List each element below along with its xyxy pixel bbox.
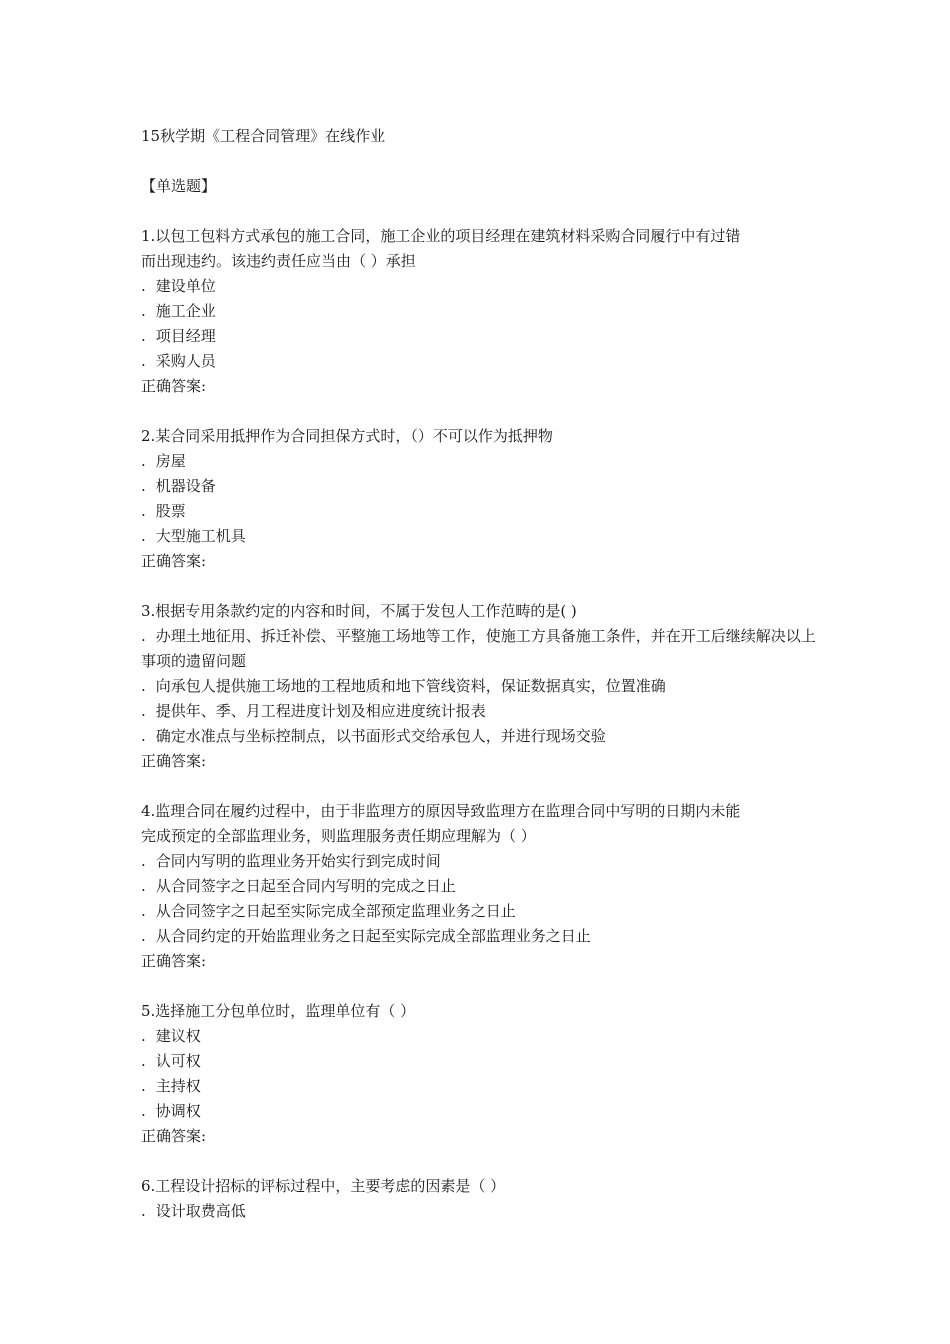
answer-option bbox=[141, 474, 821, 499]
option-text: 股票 bbox=[155, 502, 186, 520]
answer-option bbox=[141, 449, 821, 474]
document-page bbox=[141, 124, 821, 1249]
option-text: 大型施工机具 bbox=[155, 527, 246, 545]
option-text: 从合同签字之日起至实际完成全部预定监理业务之日止 bbox=[155, 902, 516, 920]
answer-option bbox=[141, 274, 821, 299]
option-prefix: . bbox=[141, 1052, 146, 1070]
option-text: 办理土地征用、拆迁补偿、平整施工场地等工作，使施工方具备施工条件，并在开工后继续解决以上事项的遗留问题 bbox=[141, 627, 816, 670]
answer-label: 正确答案: bbox=[141, 1127, 207, 1145]
option-text: 主持权 bbox=[155, 1077, 201, 1095]
question-stem: 1.以包工包料方式承包的施工合同，施工企业的项目经理在建筑材料采购合同履行中有过错 bbox=[141, 227, 741, 245]
option-prefix: . bbox=[141, 352, 146, 370]
option-prefix: . bbox=[141, 477, 146, 495]
answer-option bbox=[141, 874, 821, 899]
answer-option bbox=[141, 724, 821, 749]
question-2 bbox=[141, 424, 821, 574]
option-prefix: . bbox=[141, 877, 146, 895]
question-3 bbox=[141, 599, 821, 774]
answer-label: 正确答案: bbox=[141, 952, 207, 970]
answer-option bbox=[141, 849, 821, 874]
question-stem: 4.监理合同在履约过程中，由于非监理方的原因导致监理方在监理合同中写明的日期内未能 bbox=[141, 802, 741, 820]
option-prefix: . bbox=[141, 1077, 146, 1095]
answer-option bbox=[141, 699, 821, 724]
answer-option bbox=[141, 1099, 821, 1124]
question-list bbox=[141, 224, 821, 1224]
question-stem: 完成预定的全部监理业务，则监理服务责任期应理解为（ ） bbox=[141, 827, 536, 845]
option-text: 施工企业 bbox=[155, 302, 216, 320]
option-prefix: . bbox=[141, 677, 146, 695]
answer-option bbox=[141, 924, 821, 949]
option-prefix: . bbox=[141, 277, 146, 295]
option-text: 提供年、季、月工程进度计划及相应进度统计报表 bbox=[155, 702, 486, 720]
option-prefix: . bbox=[141, 302, 146, 320]
answer-option bbox=[141, 349, 821, 374]
option-text: 认可权 bbox=[155, 1052, 201, 1070]
option-text: 向承包人提供施工场地的工程地质和地下管线资料，保证数据真实，位置准确 bbox=[155, 677, 666, 695]
option-prefix: . bbox=[141, 702, 146, 720]
answer-option bbox=[141, 674, 821, 699]
option-prefix: . bbox=[141, 1202, 146, 1220]
option-text: 建议权 bbox=[155, 1027, 201, 1045]
document-title: 15秋学期《工程合同管理》在线作业 bbox=[141, 127, 386, 145]
answer-label: 正确答案: bbox=[141, 752, 207, 770]
option-prefix: . bbox=[141, 452, 146, 470]
answer-label: 正确答案: bbox=[141, 552, 207, 570]
option-text: 项目经理 bbox=[155, 327, 216, 345]
option-prefix: . bbox=[141, 527, 146, 545]
answer-option bbox=[141, 499, 821, 524]
question-stem: 6.工程设计招标的评标过程中，主要考虑的因素是（ ） bbox=[141, 1177, 506, 1195]
option-text: 设计取费高低 bbox=[155, 1202, 246, 1220]
question-stem: 而出现违约。该违约责任应当由（ ）承担 bbox=[141, 252, 416, 270]
answer-option bbox=[141, 899, 821, 924]
answer-option bbox=[141, 1199, 821, 1224]
option-text: 机器设备 bbox=[155, 477, 216, 495]
answer-label: 正确答案: bbox=[141, 377, 207, 395]
option-prefix: . bbox=[141, 1027, 146, 1045]
answer-option bbox=[141, 324, 821, 349]
answer-option bbox=[141, 624, 821, 674]
answer-option bbox=[141, 1049, 821, 1074]
option-text: 合同内写明的监理业务开始实行到完成时间 bbox=[155, 852, 441, 870]
question-4 bbox=[141, 799, 821, 974]
option-text: 建设单位 bbox=[155, 277, 216, 295]
answer-option bbox=[141, 1074, 821, 1099]
option-prefix: . bbox=[141, 852, 146, 870]
option-text: 房屋 bbox=[155, 452, 186, 470]
answer-option bbox=[141, 524, 821, 549]
option-text: 协调权 bbox=[155, 1102, 201, 1120]
answer-option bbox=[141, 1024, 821, 1049]
option-prefix: . bbox=[141, 902, 146, 920]
option-prefix: . bbox=[141, 927, 146, 945]
question-stem: 2.某合同采用抵押作为合同担保方式时，（）不可以作为抵押物 bbox=[141, 427, 553, 445]
question-1 bbox=[141, 224, 821, 399]
option-text: 从合同约定的开始监理业务之日起至实际完成全部监理业务之日止 bbox=[155, 927, 591, 945]
option-prefix: . bbox=[141, 727, 146, 745]
section-heading: 【单选题】 bbox=[141, 177, 217, 195]
question-6 bbox=[141, 1174, 821, 1224]
option-prefix: . bbox=[141, 327, 146, 345]
option-prefix: . bbox=[141, 502, 146, 520]
option-text: 确定水准点与坐标控制点，以书面形式交给承包人，并进行现场交验 bbox=[155, 727, 606, 745]
answer-option bbox=[141, 299, 821, 324]
option-prefix: . bbox=[141, 1102, 146, 1120]
question-stem: 3.根据专用条款约定的内容和时间，不属于发包人工作范畴的是( ) bbox=[141, 602, 577, 620]
question-stem: 5.选择施工分包单位时，监理单位有（ ） bbox=[141, 1002, 416, 1020]
question-5 bbox=[141, 999, 821, 1149]
option-prefix: . bbox=[141, 627, 146, 645]
option-text: 从合同签字之日起至合同内写明的完成之日止 bbox=[155, 877, 456, 895]
option-text: 采购人员 bbox=[155, 352, 216, 370]
